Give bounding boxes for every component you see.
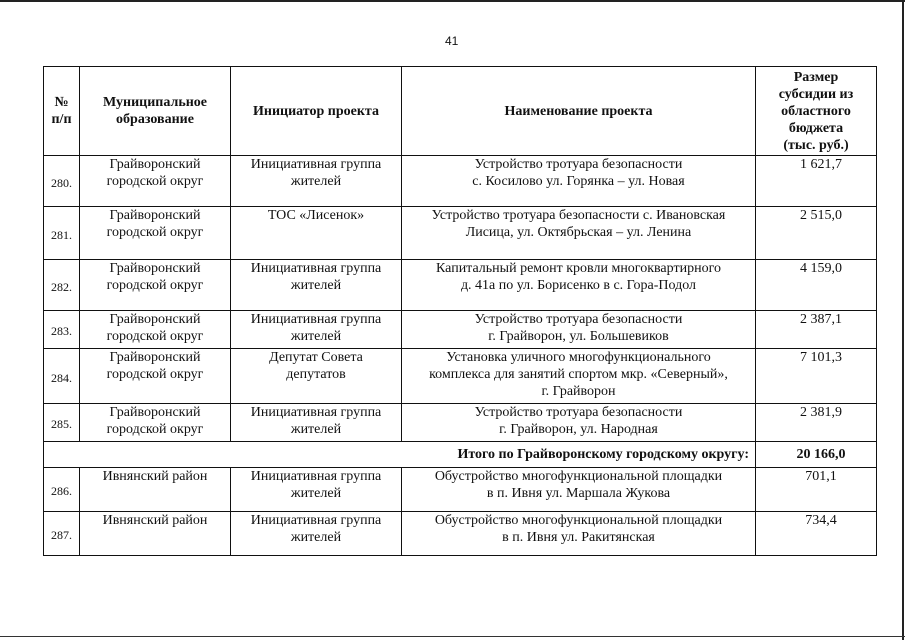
table-row [44,468,877,512]
row-municipality: Грайворонский городской округ [80,404,231,442]
row-number: 281. [44,207,80,260]
row-amount: 2 381,9 [756,404,877,442]
row-amount: 734,4 [756,512,877,556]
row-initiator: Инициативная группа жителей [231,468,402,512]
row-initiator: Инициативная группа жителей [231,311,402,349]
row-amount: 7 101,3 [756,349,877,404]
row-number: 286. [44,468,80,512]
row-initiator: Депутат Совета депутатов [231,349,402,404]
table-row [44,260,877,311]
scan-bottom-edge [0,636,905,637]
row-initiator: ТОС «Лисенок» [231,207,402,260]
total-row [44,442,877,468]
row-amount: 2 515,0 [756,207,877,260]
row-municipality: Грайворонский городской округ [80,156,231,207]
row-number: 287. [44,512,80,556]
row-municipality: Грайворонский городской округ [80,349,231,404]
header-num: № п/п [44,67,80,156]
table-row [44,311,877,349]
row-project: Обустройство многофункциональной площадки в п. Ивня ул. Маршала Жукова [402,468,756,512]
row-municipality: Грайворонский городской округ [80,207,231,260]
scan-top-edge [0,0,905,2]
page-number: 41 [445,34,459,48]
header-project: Наименование проекта [402,67,756,156]
row-number: 282. [44,260,80,311]
row-number: 284. [44,349,80,404]
row-amount: 2 387,1 [756,311,877,349]
table-row [44,207,877,260]
row-municipality: Ивнянский район [80,512,231,556]
row-project: Устройство тротуара безопасности г. Грайворон, ул. Большевиков [402,311,756,349]
row-amount: 4 159,0 [756,260,877,311]
scan-right-edge [902,0,904,640]
row-initiator: Инициативная группа жителей [231,156,402,207]
row-project: Устройство тротуара безопасности с. Ивановская Лисица, ул. Октябрьская – ул. Ленина [402,207,756,260]
row-project: Установка уличного многофункционального комплекса для занятий спортом мкр. «Северный», г. Грайворон [402,349,756,404]
table-row [44,512,877,556]
total-label: Итого по Грайворонскому городскому округу: [44,442,756,468]
row-number: 280. [44,156,80,207]
header-municipality: Муниципальное образование [80,67,231,156]
row-initiator: Инициативная группа жителей [231,260,402,311]
row-amount: 1 621,7 [756,156,877,207]
subsidy-table [43,66,877,556]
row-initiator: Инициативная группа жителей [231,512,402,556]
row-amount: 701,1 [756,468,877,512]
table-row [44,349,877,404]
row-project: Обустройство многофункциональной площадки в п. Ивня ул. Ракитянская [402,512,756,556]
table-row [44,156,877,207]
row-number: 285. [44,404,80,442]
header-subsidy: Размер субсидии из областного бюджета (тыс. руб.) [756,67,877,156]
row-number: 283. [44,311,80,349]
row-project: Капитальный ремонт кровли многоквартирного д. 41а по ул. Борисенко в с. Гора-Подол [402,260,756,311]
row-project: Устройство тротуара безопасности с. Косилово ул. Горянка – ул. Новая [402,156,756,207]
row-municipality: Грайворонский городской округ [80,311,231,349]
table-row [44,404,877,442]
row-initiator: Инициативная группа жителей [231,404,402,442]
row-municipality: Ивнянский район [80,468,231,512]
row-municipality: Грайворонский городской округ [80,260,231,311]
header-initiator: Инициатор проекта [231,67,402,156]
total-amount: 20 166,0 [756,442,877,468]
row-project: Устройство тротуара безопасности г. Грайворон, ул. Народная [402,404,756,442]
table-header-row [44,67,877,156]
